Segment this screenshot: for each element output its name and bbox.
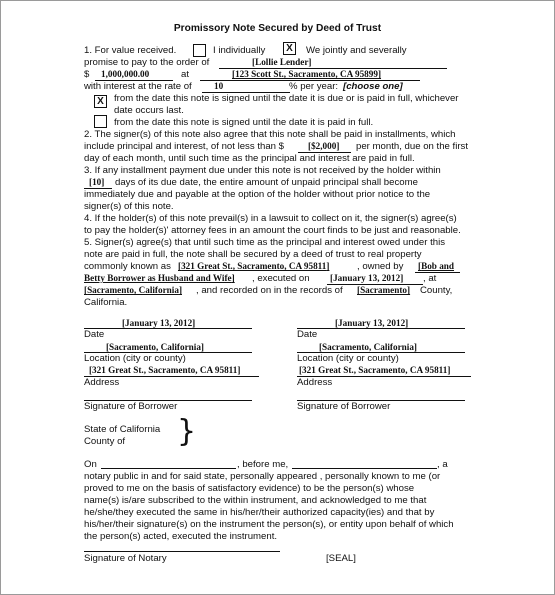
interest-prefix: with interest at the rate of	[84, 81, 192, 92]
clause-5-line1: 5. Signer(s) agree(s) that until such time as the principal and interest owed under this	[84, 237, 446, 248]
right-date-label: Date	[297, 329, 318, 340]
right-address-label: Address	[297, 377, 333, 388]
owner-name-part1[interactable]: [Bob and	[418, 261, 455, 271]
option-paid-in-full-text: from the date this note is signed until the date it is paid in full.	[114, 117, 374, 128]
clause-2-line2b: per month, due on the first	[356, 141, 468, 152]
document-title: Promissory Note Secured by Deed of Trust	[173, 23, 382, 34]
clause-2-line1: 2. The signer(s) of this note also agree that this note shall be paid in installments, which	[84, 129, 456, 140]
california-label: California.	[84, 297, 128, 308]
clause-3-line2: days of its due date, the entire amount of unpaid principal shall become	[115, 177, 418, 188]
notary-line2: notary public in and for said state, personally appeared , personally known to me (or	[84, 471, 441, 482]
interest-rate[interactable]: 10	[214, 81, 224, 91]
recorded-label: , and recorded on in the records of	[196, 285, 343, 296]
option-paid-in-full-checkbox[interactable]	[94, 115, 107, 128]
at-label: at	[181, 69, 190, 80]
at-label-2: , at	[423, 273, 437, 284]
seal-label: [SEAL]	[326, 553, 356, 564]
grace-days[interactable]: [10]	[89, 177, 105, 187]
right-location-label: Location (city or county)	[297, 353, 399, 364]
installment-amount[interactable]: [$2,000]	[308, 141, 340, 151]
right-address-value[interactable]: [321 Great St., Sacramento, CA 95811]	[299, 365, 451, 375]
payee-prefix: promise to pay to the order of	[84, 57, 210, 68]
county-of-label: County of	[84, 436, 126, 447]
owned-by-label: , owned by	[357, 261, 404, 272]
left-location-label: Location (city or county)	[84, 353, 186, 364]
clause-5-line3: commonly known as	[84, 261, 171, 272]
interest-suffix: % per year:	[289, 81, 339, 92]
county-label: County,	[420, 285, 453, 296]
clause-2-line3: day of each month, until such time as the principal and interest are paid in full.	[84, 153, 415, 164]
option-due-date-checkbox[interactable]: X	[94, 95, 107, 108]
dollar-sign: $	[84, 69, 90, 80]
execution-date[interactable]: [January 13, 2012]	[330, 273, 404, 283]
state-label: State of California	[84, 424, 161, 435]
clause-4-line2: to pay the holder(s)' attorney fees in an amount the court finds to be just and reasonable.	[84, 225, 461, 236]
clause-5-line2: note are paid in full, the note shall be secured by a deed of trust to real property	[84, 249, 422, 260]
notary-signature-line[interactable]	[84, 551, 280, 552]
jointly-label: We jointly and severally	[306, 45, 407, 56]
principal-amount[interactable]: 1,000,000.00	[101, 69, 150, 79]
clause-3-line4: signer(s) of this note.	[84, 201, 174, 212]
a-label: , a	[437, 459, 448, 470]
clause-1-prefix: 1. For value received.	[84, 45, 177, 56]
notary-name-line[interactable]	[292, 468, 437, 469]
property-address[interactable]: [321 Great St., Sacramento, CA 95811]	[178, 261, 330, 271]
notary-line7: the person(s) acted, executed the instrument.	[84, 531, 278, 542]
executed-on-label: , executed on	[252, 273, 310, 284]
brace-icon: }	[177, 414, 197, 449]
left-date-label: Date	[84, 329, 105, 340]
on-label: On	[84, 459, 97, 470]
clause-2-line2: include principal and interest, of not less than $	[84, 141, 284, 152]
right-location-value[interactable]: [Sacramento, California]	[319, 342, 417, 352]
clause-3-line3: immediately due and payable at the option of the holder without prior notice to the	[84, 189, 431, 200]
owner-name-part2[interactable]: Betty Borrower as Husband and Wife]	[84, 273, 235, 283]
notary-line4: name(s) is/are subscribed to the within instrument, and acknowledged to me that	[84, 495, 427, 506]
left-date-value[interactable]: [January 13, 2012]	[122, 318, 196, 328]
left-signature-label: Signature of Borrower	[84, 401, 178, 412]
right-date-value[interactable]: [January 13, 2012]	[335, 318, 409, 328]
recording-county[interactable]: [Sacramento]	[357, 285, 411, 295]
clause-3-line1: 3. If any installment payment due under this note is not received by the holder within	[84, 165, 441, 176]
clause-4-line1: 4. If the holder(s) of this note prevail(s) in a lawsuit to collect on it, the signer(s) agree(s)	[84, 213, 457, 224]
choose-one-note: [choose one]	[343, 81, 403, 92]
individually-checkbox[interactable]	[193, 44, 206, 57]
jointly-checkbox[interactable]: X	[283, 42, 296, 55]
notary-date-line[interactable]	[101, 468, 236, 469]
notary-line5: he/she/they executed the same in his/her/their authorized capacity(ies) and that by	[84, 507, 435, 518]
notary-line6: his/her/their signature(s) on the instrument the person(s), or entity upon behalf of which	[84, 519, 454, 530]
lender-name[interactable]: [Lollie Lender]	[252, 57, 312, 67]
lender-address[interactable]: [123 Scott St., Sacramento, CA 95899]	[232, 69, 382, 79]
option-due-date-line2: date occurs last.	[114, 105, 184, 116]
left-address-label: Address	[84, 377, 120, 388]
left-address-value[interactable]: [321 Great St., Sacramento, CA 95811]	[89, 365, 241, 375]
individually-label: I individually	[213, 45, 266, 56]
option-due-date-line1: from the date this note is signed until the date it is due or is paid in full, whichever	[114, 93, 459, 104]
before-me-label: , before me,	[237, 459, 289, 470]
notary-signature-label: Signature of Notary	[84, 553, 167, 564]
left-location-value[interactable]: [Sacramento, California]	[106, 342, 204, 352]
right-signature-label: Signature of Borrower	[297, 401, 391, 412]
execution-city[interactable]: [Sacramento, California]	[84, 285, 182, 295]
notary-line3: proved to me on the basis of satisfactory evidence) to be the person(s) whose	[84, 483, 415, 494]
